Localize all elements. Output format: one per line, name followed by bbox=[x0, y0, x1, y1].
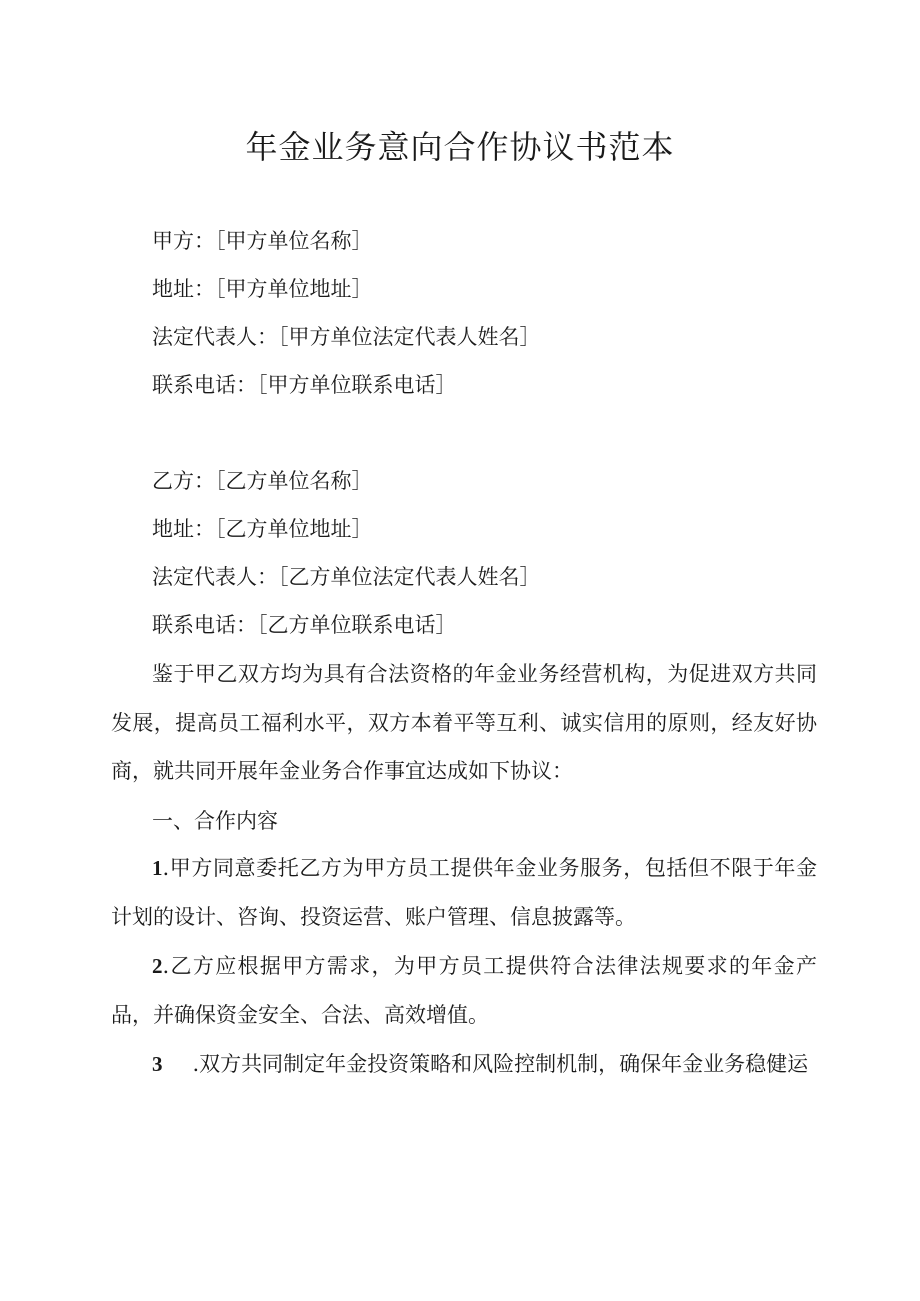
clause-text: .双方共同制定年金投资策略和风险控制机制，确保年金业务稳健运 bbox=[192, 1052, 809, 1076]
section-1-heading: 一、合作内容 bbox=[152, 809, 278, 833]
clause-1 bbox=[111, 844, 817, 941]
party-a-phone: 联系电话：［甲方单位联系电话］ bbox=[152, 373, 457, 397]
party-a-name: 甲方：［甲方单位名称］ bbox=[152, 229, 373, 253]
clause-number: 3 bbox=[152, 1052, 163, 1076]
clause-3 bbox=[111, 1040, 817, 1089]
preamble-paragraph: 鉴于甲乙双方均为具有合法资格的年金业务经营机构，为促进双方共同发展，提高员工福利水平，双方本着平等互利、诚实信用的原则，经友好协商，就共同开展年金业务合作事宜达成如下协议： bbox=[111, 662, 817, 783]
clause-number: 1 bbox=[152, 856, 163, 880]
party-b-address: 地址：［乙方单位地址］ bbox=[152, 517, 373, 541]
party-b-name: 乙方：［乙方单位名称］ bbox=[152, 469, 373, 493]
document-title: 年金业务意向合作协议书范本 bbox=[245, 128, 675, 166]
party-a-address: 地址：［甲方单位地址］ bbox=[152, 277, 373, 301]
clause-text: .甲方同意委托乙方为甲方员工提供年金业务服务，包括但不限于年金计划的设计、咨询、投资运营、账户管理、信息披露等。 bbox=[111, 856, 817, 929]
party-b-representative: 法定代表人：［乙方单位法定代表人姓名］ bbox=[152, 565, 541, 589]
party-a-representative: 法定代表人：［甲方单位法定代表人姓名］ bbox=[152, 325, 541, 349]
clause-number: 2 bbox=[152, 954, 163, 978]
clause-2 bbox=[111, 942, 817, 1039]
party-b-phone: 联系电话：［乙方单位联系电话］ bbox=[152, 613, 457, 637]
clause-text: .乙方应根据甲方需求，为甲方员工提供符合法律法规要求的年金产品，并确保资金安全、合法、高效增值。 bbox=[111, 954, 817, 1027]
